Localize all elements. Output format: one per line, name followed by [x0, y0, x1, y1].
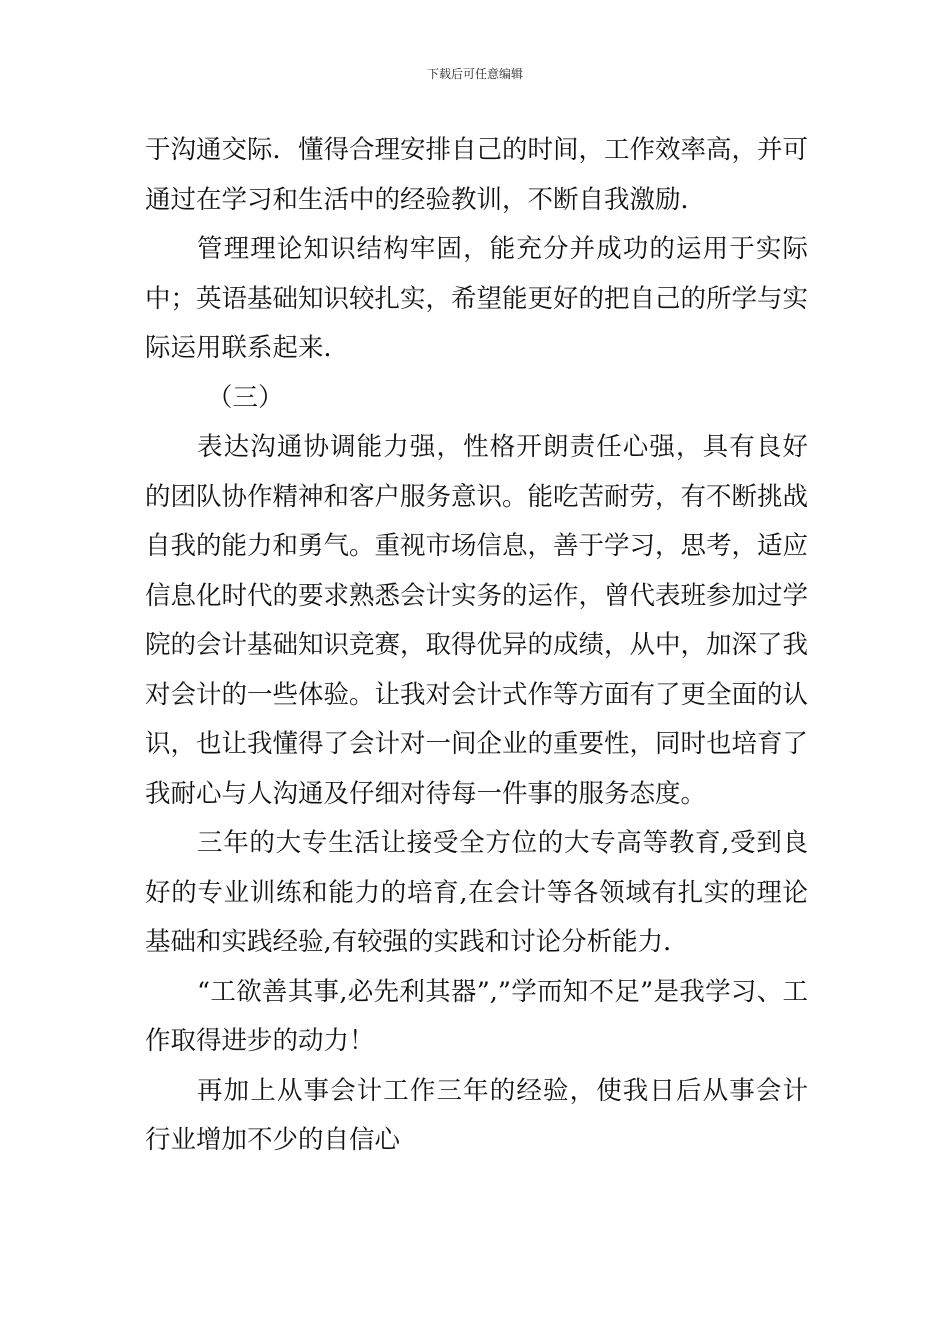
paragraph-motto: “工欲善其事,必先利其器”,”学而知不足”是我学习、工作取得进步的动力！: [145, 976, 808, 1056]
paragraph-experience: 再加上从事会计工作三年的经验，使我日后从事会计行业增加不少的自信心: [145, 1075, 808, 1155]
paragraph-continuation: 于沟通交际．懂得合理安排自己的时间，工作效率高，并可通过在学习和生活中的经验教训，不断自我激励．: [145, 135, 809, 215]
paragraph-management-theory: 管理理论知识结构牢固，能充分并成功的运用于实际中；英语基础知识较扎实，希望能更好的把自己的所学与实际运用联系起来．: [145, 234, 809, 363]
paragraph-college-education: 三年的大专生活让接受全方位的大专高等教育,受到良好的专业训练和能力的培育,在会计等各领域有扎实的理论基础和实践经验,有较强的实践和讨论分析能力．: [145, 828, 808, 957]
document-body: [145, 126, 808, 1166]
section-heading-three: （三）: [207, 382, 284, 413]
paragraph-communication-skills: 表达沟通协调能力强，性格开朗责任心强，具有良好的团队协作精神和客户服务意识。能吃苦耐劳，有不断挑战自我的能力和勇气。重视市场信息，善于学习，思考，适应信息化时代的要求熟悉会计实务的运作，曾代表班参加过学院的会计基础知识竞赛，取得优异的成绩，从中，加深了我对会计的一些体验。让我对会计式作等方面有了更全面的认识，也让我懂得了会计对一间企业的重要性，同时也培育了我耐心与人沟通及仔细对待每一件事的服务态度。: [145, 432, 809, 809]
page-header-note: 下载后可任意编辑: [426, 67, 523, 81]
